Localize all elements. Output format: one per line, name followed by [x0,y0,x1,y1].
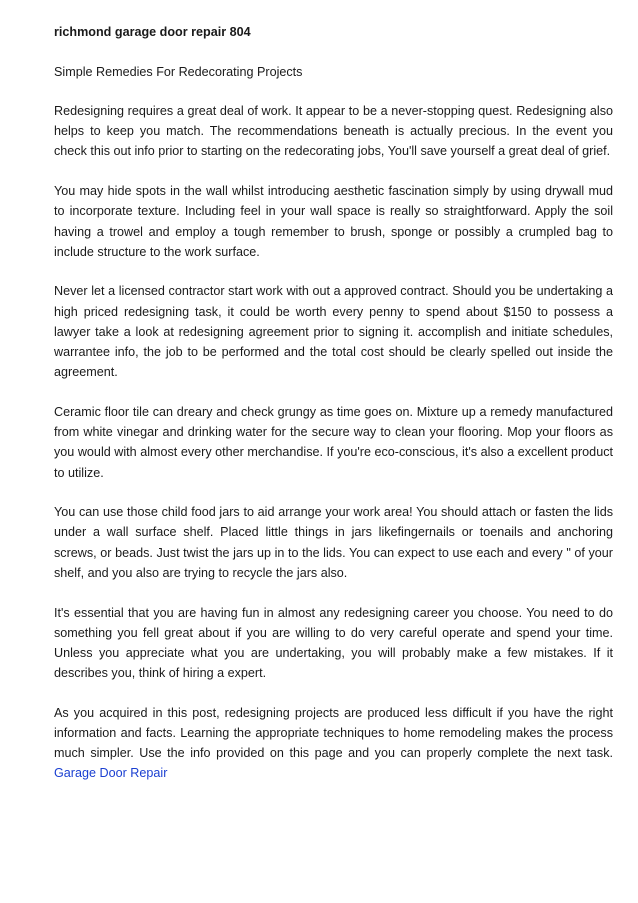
paragraph-4: Ceramic floor tile can dreary and check grungy as time goes on. Mixture up a remedy manufactured from white vinegar and drinking water for the secure way to clean your flooring. Mop your floors as you would with almost every other merchandise. If you're eco-conscious, it's also a excellent product to utilize. [54,404,613,480]
paragraph-3: Never let a licensed contractor start work with out a approved contract. Should you be undertaking a high priced redesigning task, it could be worth every penny to spend about $150 to possess a lawyer take a look at redesigning agreement prior to signing it. accomplish and initiate schedules, warrantee info, the job to be performed and the total cost should be clearly spelled out inside the agreement. [54,284,613,380]
paragraph-1: Redesigning requires a great deal of work. It appear to be a never-stopping quest. Redesigning also helps to keep you match. The recommendations beneath is actually precious. In the event you check this out info prior to starting on the redecorating jobs, You'll save yourself a great deal of grief. [54,104,613,159]
garage-door-repair-link[interactable]: Garage Door Repair [54,766,168,781]
paragraph-2: You may hide spots in the wall whilst introducing aesthetic fascination simply by using drywall mud to incorporate texture. Including feel in your wall space is really so straightforward. Apply the soil having a trowel and employ a tough remember to brush, sponge or possibly a crumpled bag to include structure to the work surface. [54,184,613,259]
paragraph-5: You can use those child food jars to aid arrange your work area! You should attach or fasten the lids under a wall surface shelf. Placed little things in jars likefingernails or toenails and anchoring screws, or beads. Just twist the jars up in to the lids. You can expect to use each and every " of your shelf, and you also are trying to recycle the jars also. [54,505,613,580]
paragraph-final-text: As you acquired in this post, redesigning projects are produced less difficult if you have the right information and facts. Learning the appropriate techniques to home remodeling makes the process much simpler. Use the info provided on this page and you can properly complete the next task. [54,705,613,761]
document-body [54,22,613,803]
document-title: richmond garage door repair 804 [54,25,251,39]
document-subtitle: Simple Remedies For Redecorating Projects [54,65,303,79]
paragraph-final [54,703,613,784]
paragraph-6: It's essential that you are having fun in almost any redesigning career you choose. You need to do something you fell great about if you are willing to do very careful operate and spend your time. Unless you appreciate what you are undertaking, you will probably make a few mistakes. If it describes you, think of hiring a expert. [54,605,613,681]
